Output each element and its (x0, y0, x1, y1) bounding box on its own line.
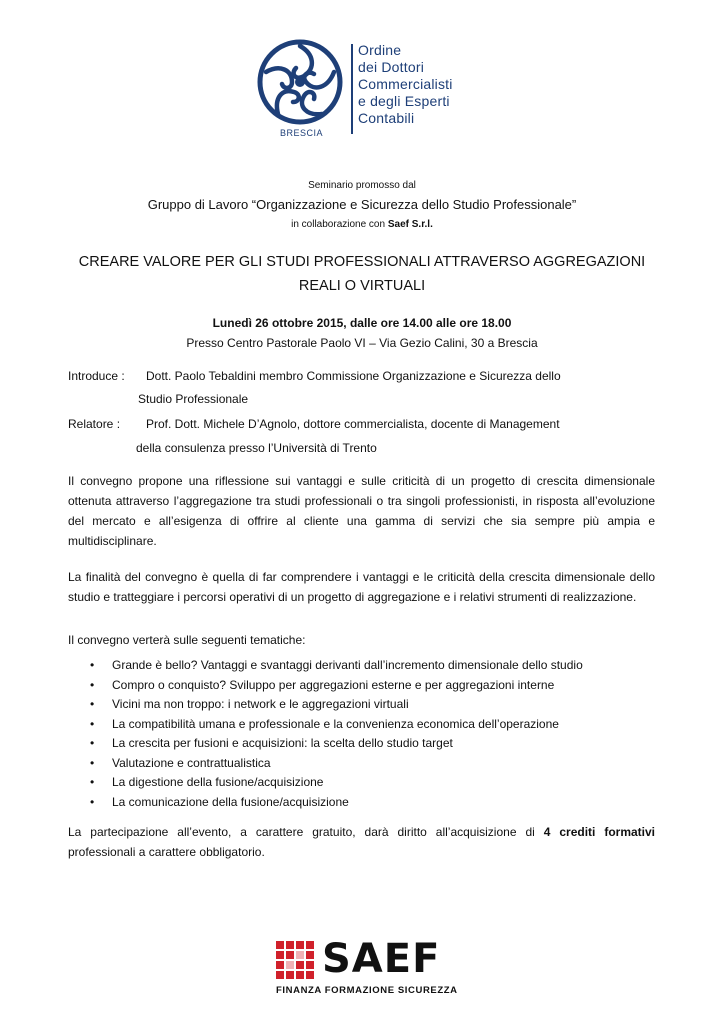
intro-label: Introduce : (68, 369, 125, 383)
collaboration (0, 219, 724, 230)
topic-text: Compro o conquisto? Sviluppo per aggregazioni esterne e per aggregazioni interne (112, 677, 555, 692)
topic-text: La crescita per fusioni e acquisizioni: la scelta dello studio target (112, 736, 453, 750)
bullet-icon: • (90, 658, 95, 672)
odcec-name-line: e degli Esperti (358, 93, 450, 109)
purpose-paragraph: La finalità del convegno è quella di far comprendere i vantaggi e le criticità della crescita dimensionale dello studio e tratteggiare i percorsi operativi di un progetto di aggregazione e i relativi strumenti di realizzazione. (68, 570, 655, 604)
intro-paragraph: Il convegno propone una riflessione sui vantaggi e sulle criticità di un progetto di crescita dimensionale ottenuta attraverso l’aggregazione tra studi professionali o tra singoli professionisti, in risposta all’evoluzione del mercato e all’esigenza di offrire al cliente una gamma di servizi che sia sempre più ampia e multidisciplinare. (68, 474, 655, 548)
odcec-name-line: Commercialisti (358, 76, 453, 92)
topic-text: La compatibilità umana e professionale e la convenienza economica dell’operazione (112, 716, 559, 731)
seminar-date: Lunedì 26 ottobre 2015, dalle ore 14.00 alle ore 18.00 (212, 316, 512, 330)
bullet-icon: • (90, 677, 95, 692)
list-item (68, 773, 655, 793)
list-item (68, 754, 655, 774)
list-item (68, 715, 655, 735)
bullet-icon: • (90, 736, 95, 750)
list-item (68, 734, 655, 754)
saef-wordmark: SAEF (322, 936, 441, 982)
collaboration-partner: Saef S.r.l. (387, 219, 433, 230)
closing-paragraph (68, 822, 655, 862)
list-item (68, 656, 655, 676)
odcec-name-line: Contabili (358, 110, 415, 126)
list-item (68, 676, 655, 696)
topics-list (68, 656, 655, 812)
topic-text: La digestione della fusione/acquisizione (112, 775, 324, 789)
topic-text: La comunicazione della fusione/acquisizione (112, 794, 349, 809)
closing-suffix: professionali a carattere obbligatorio. (68, 845, 265, 859)
speaker-label: Relatore : (68, 417, 121, 431)
main-speaker-cont: della consulenza presso l’Università di Trento (136, 441, 377, 455)
intro-speaker: Dott. Paolo Tebaldini membro Commissione Organizzazione e Sicurezza dello (146, 369, 561, 383)
bullet-icon: • (90, 697, 95, 711)
list-item (68, 695, 655, 715)
working-group: Gruppo di Lavoro “Organizzazione e Sicurezza dello Studio Professionale” (147, 197, 577, 212)
odcec-city: BRESCIA (280, 128, 324, 138)
closing-prefix: La partecipazione all’evento, a carattere gratuito, darà diritto all’acquisizione di (68, 825, 544, 839)
odcec-name-line: dei Dottori (358, 59, 425, 75)
main-speaker: Prof. Dott. Michele D’Agnolo, dottore commercialista, docente di Management (146, 417, 560, 431)
list-item (68, 793, 655, 813)
topic-text: Grande è bello? Vantaggi e svantaggi derivanti dall’incremento dimensionale dello studio (112, 658, 583, 672)
bullet-icon: • (90, 775, 95, 789)
credits-highlight: 4 crediti formativi (543, 825, 656, 839)
promoted-by: Seminario promosso dal (308, 180, 416, 191)
topic-text: Vicini ma non troppo: i network e le aggregazioni virtuali (112, 697, 409, 711)
bullet-icon: • (90, 716, 95, 731)
topics-intro: Il convegno verterà sulle seguenti tematiche: (68, 633, 306, 647)
saef-logo (276, 936, 458, 1004)
seminar-title: CREARE VALORE PER GLI STUDI PROFESSIONALI ATTRAVERSO AGGREGAZIONI REALI O VIRTUALI (78, 254, 646, 294)
odcec-divider (351, 44, 353, 134)
odcec-name-line: Ordine (358, 42, 402, 58)
saef-tagline: FINANZA FORMAZIONE SICUREZZA (276, 985, 458, 996)
saef-grid-icon (276, 941, 314, 979)
odcec-logo (254, 36, 474, 148)
bullet-icon: • (90, 794, 95, 809)
intro-speaker-cont: Studio Professionale (138, 392, 249, 406)
bullet-icon: • (90, 755, 95, 770)
odcec-name (358, 42, 453, 127)
seminar-venue: Presso Centro Pastorale Paolo VI – Via Gezio Calini, 30 a Brescia (186, 336, 538, 350)
collaboration-prefix: in collaborazione con (291, 219, 388, 230)
topic-text: Valutazione e contrattualistica (112, 755, 271, 770)
